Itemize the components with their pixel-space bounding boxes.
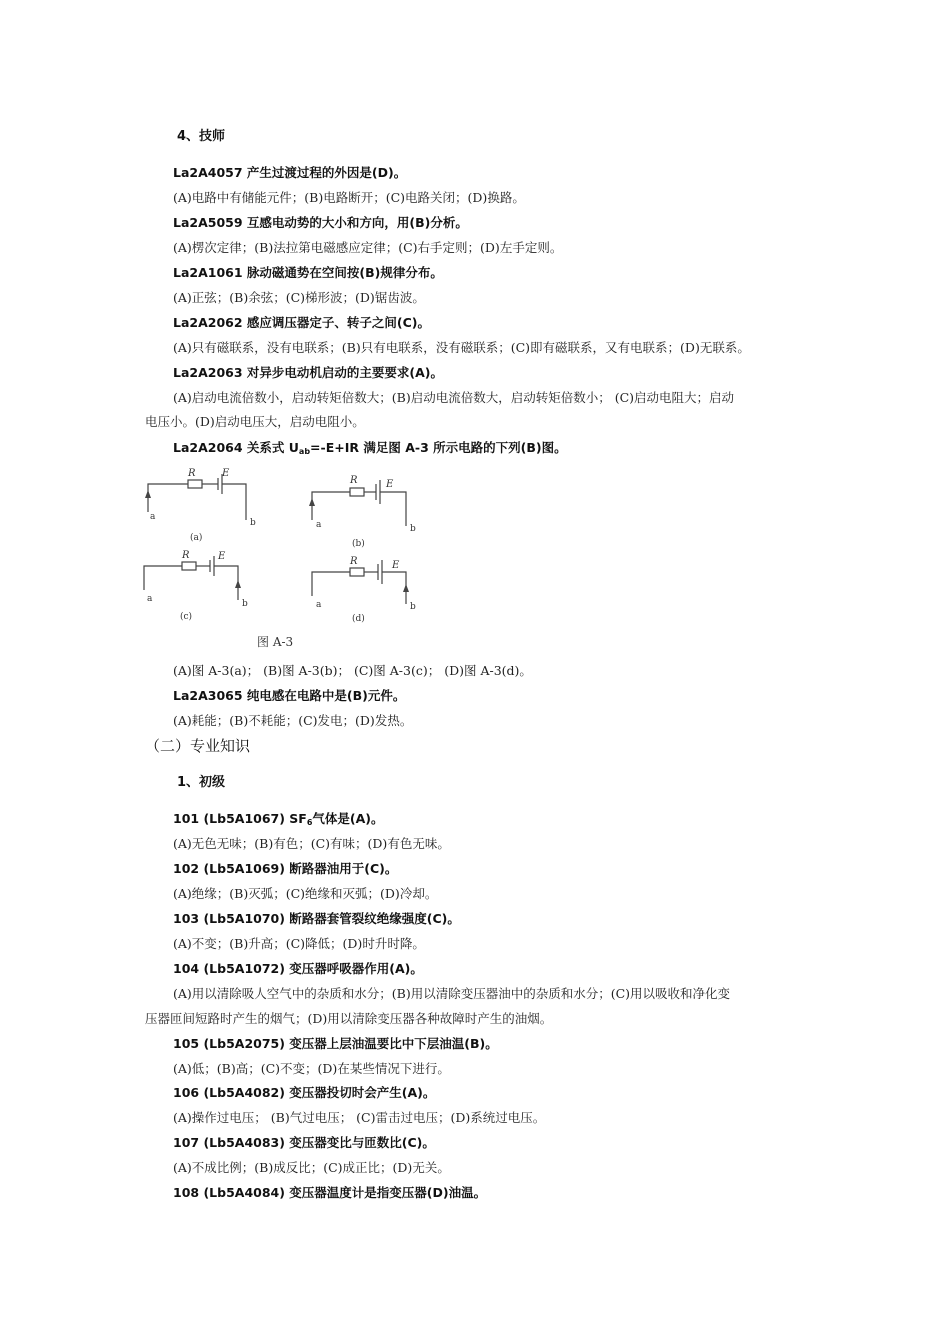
question: 103 (Lb5A1070) 断路器套管裂纹绝缘强度(C)。 (173, 911, 460, 926)
question: 105 (Lb5A2075) 变压器上层油温要比中下层油温(B)。 (173, 1036, 498, 1051)
terminal-b: b (410, 602, 416, 612)
question: La2A2064 关系式 $U_{ab}=-E+IR$ 满足图 A-3 所示电路的下列(B)图。 (173, 440, 567, 456)
question: 107 (Lb5A4083) 变压器变比与匝数比(C)。 (173, 1135, 435, 1150)
question: 102 (Lb5A1069) 断路器油用于(C)。 (173, 861, 398, 876)
subfigure-label: (c) (180, 612, 193, 622)
question: La2A1061 脉动磁通势在空间按(B)规律分布。 (173, 265, 443, 280)
figure-caption: 图 A-3 (257, 635, 294, 649)
question: La2A2063 对异步电动机启动的主要要求(A)。 (173, 365, 444, 380)
question: 108 (Lb5A4084) 变压器温度计是指变压器(D)油温。 (173, 1185, 487, 1200)
resistor-label: R (350, 475, 358, 486)
emf-label: E (218, 551, 226, 562)
emf-label: E (386, 479, 394, 490)
answer-options-continued: 电压小。(D)启动电压大，启动电阻小。 (145, 414, 365, 429)
answer-options: (A)楞次定律；(B)法拉第电磁感应定律；(C)右手定则；(D)左手定则。 (173, 240, 563, 255)
terminal-a: a (316, 520, 322, 530)
answer-options: (A)启动电流倍数小，启动转矩倍数大；(B)启动电流倍数大，启动转矩倍数小； (C)启动电阻大；启动 (173, 390, 735, 405)
answer-options: (A)正弦；(B)余弦；(C)梯形波；(D)锯齿波。 (173, 290, 425, 305)
terminal-a: a (150, 512, 156, 522)
answer-options: (A)用以清除吸人空气中的杂质和水分；(B)用以清除变压器油中的杂质和水分；(C)用以吸收和净化变 (173, 986, 731, 1001)
answer-options: (A)耗能；(B)不耗能；(C)发电；(D)发热。 (173, 713, 413, 728)
question: La2A4057 产生过渡过程的外因是(D)。 (173, 165, 407, 180)
terminal-b: b (242, 599, 248, 609)
question: 101 (Lb5A1067) $SF_6$气体是(A)。 (173, 811, 384, 827)
answer-options: (A)操作过电压； (B)气过电压； (C)雷击过电压；(D)系统过电压。 (173, 1110, 546, 1125)
subfigure-label: (d) (352, 614, 365, 624)
resistor-label: R (182, 550, 190, 561)
question: La2A5059 互感电动势的大小和方向，用(B)分析。 (173, 215, 468, 230)
answer-options: (A)不成比例；(B)成反比；(C)成正比；(D)无关。 (173, 1160, 450, 1175)
subsection-heading: 1、初级 (177, 775, 226, 790)
subfigure-label: (a) (190, 533, 203, 543)
answer-options: (A)图 A-3(a)； (B)图 A-3(b)； (C)图 A-3(c)； (D)图 A-3(d)。 (173, 663, 532, 678)
terminal-b: b (250, 518, 256, 528)
resistor-label: R (350, 556, 358, 567)
circuit-figure (130, 462, 450, 654)
question: 106 (Lb5A4082) 变压器投切时会产生(A)。 (173, 1085, 436, 1100)
question: La2A3065 纯电感在电路中是(B)元件。 (173, 688, 406, 703)
section-heading: （二）专业知识 (145, 737, 251, 755)
question: 104 (Lb5A1072) 变压器呼吸器作用(A)。 (173, 961, 423, 976)
terminal-b: b (410, 524, 416, 534)
subfigure-label: (b) (352, 539, 365, 549)
answer-options: (A)只有磁联系，没有电联系；(B)只有电联系，没有磁联系；(C)即有磁联系，又有电联系；(D)无联系。 (173, 340, 750, 355)
answer-options: (A)低；(B)高；(C)不变；(D)在某些情况下进行。 (173, 1061, 450, 1076)
section-heading: 4、技师 (177, 129, 226, 144)
terminal-a: a (316, 600, 322, 610)
question: La2A2062 感应调压器定子、转子之间(C)。 (173, 315, 431, 330)
emf-label: E (222, 468, 230, 479)
answer-options-continued: 压器匝间短路时产生的烟气；(D)用以清除变压器各种故障时产生的油烟。 (145, 1011, 553, 1026)
answer-options: (A)无色无味；(B)有色；(C)有味；(D)有色无味。 (173, 836, 450, 851)
answer-options: (A)电路中有储能元件；(B)电路断开；(C)电路关闭；(D)换路。 (173, 190, 525, 205)
answer-options: (A)不变；(B)升高；(C)降低；(D)时升时降。 (173, 936, 425, 951)
emf-label: E (392, 560, 400, 571)
terminal-a: a (147, 594, 153, 604)
answer-options: (A)绝缘；(B)灭弧；(C)绝缘和灭弧；(D)冷却。 (173, 886, 438, 901)
resistor-label: R (188, 468, 196, 479)
